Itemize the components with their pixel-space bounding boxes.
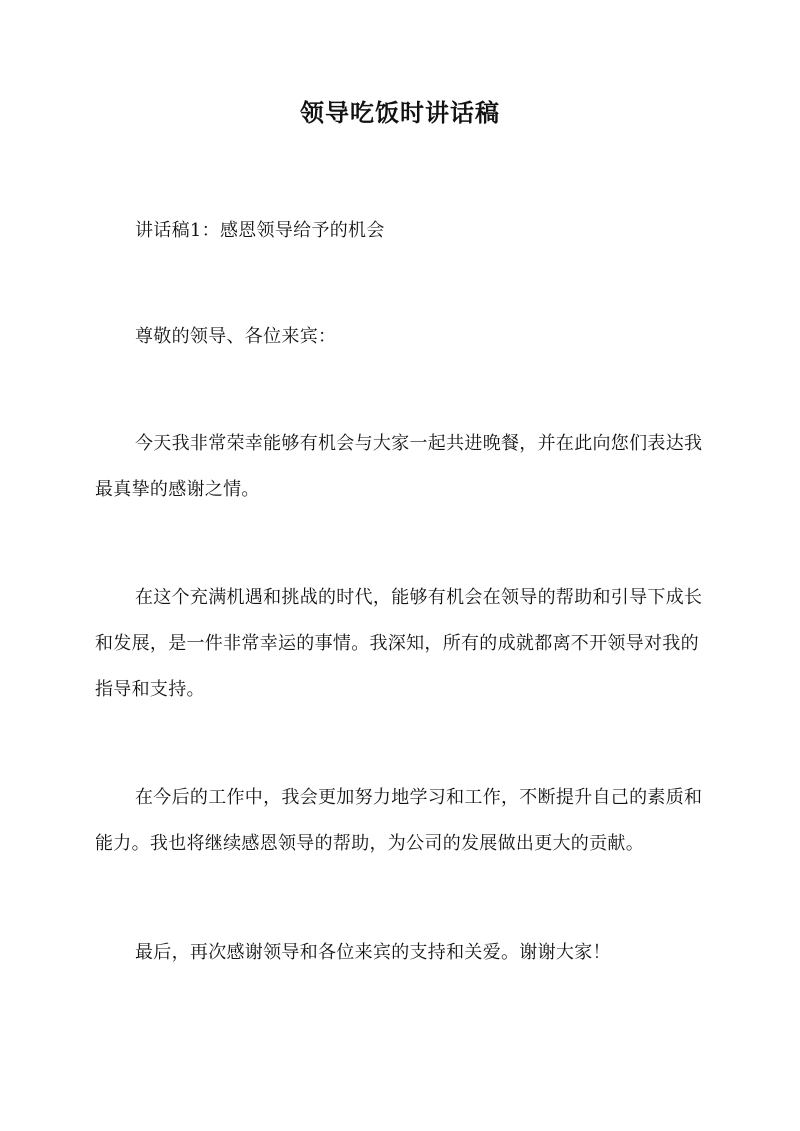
paragraph: 在这个充满机遇和挑战的时代，能够有机会在领导的帮助和引导下成长和发展，是一件非常幸运的事情。我深知，所有的成就都离不开领导对我的指导和支持。: [95, 587, 703, 700]
greeting-line: 尊敬的领导、各位来宾：: [135, 326, 337, 347]
paragraph: 最后，再次感谢领导和各位来宾的支持和关爱。谢谢大家！: [135, 942, 611, 963]
document-title: 领导吃饭时讲话稿: [300, 98, 500, 127]
paragraph: 今天我非常荣幸能够有机会与大家一起共进晚餐，并在此向您们表达我最真挚的感谢之情。: [95, 433, 703, 500]
speech-subtitle: 讲话稿1：感恩领导给予的机会: [135, 220, 385, 241]
paragraph: 在今后的工作中，我会更加努力地学习和工作，不断提升自己的素质和能力。我也将继续感恩领导的帮助，为公司的发展做出更大的贡献。: [95, 787, 703, 854]
